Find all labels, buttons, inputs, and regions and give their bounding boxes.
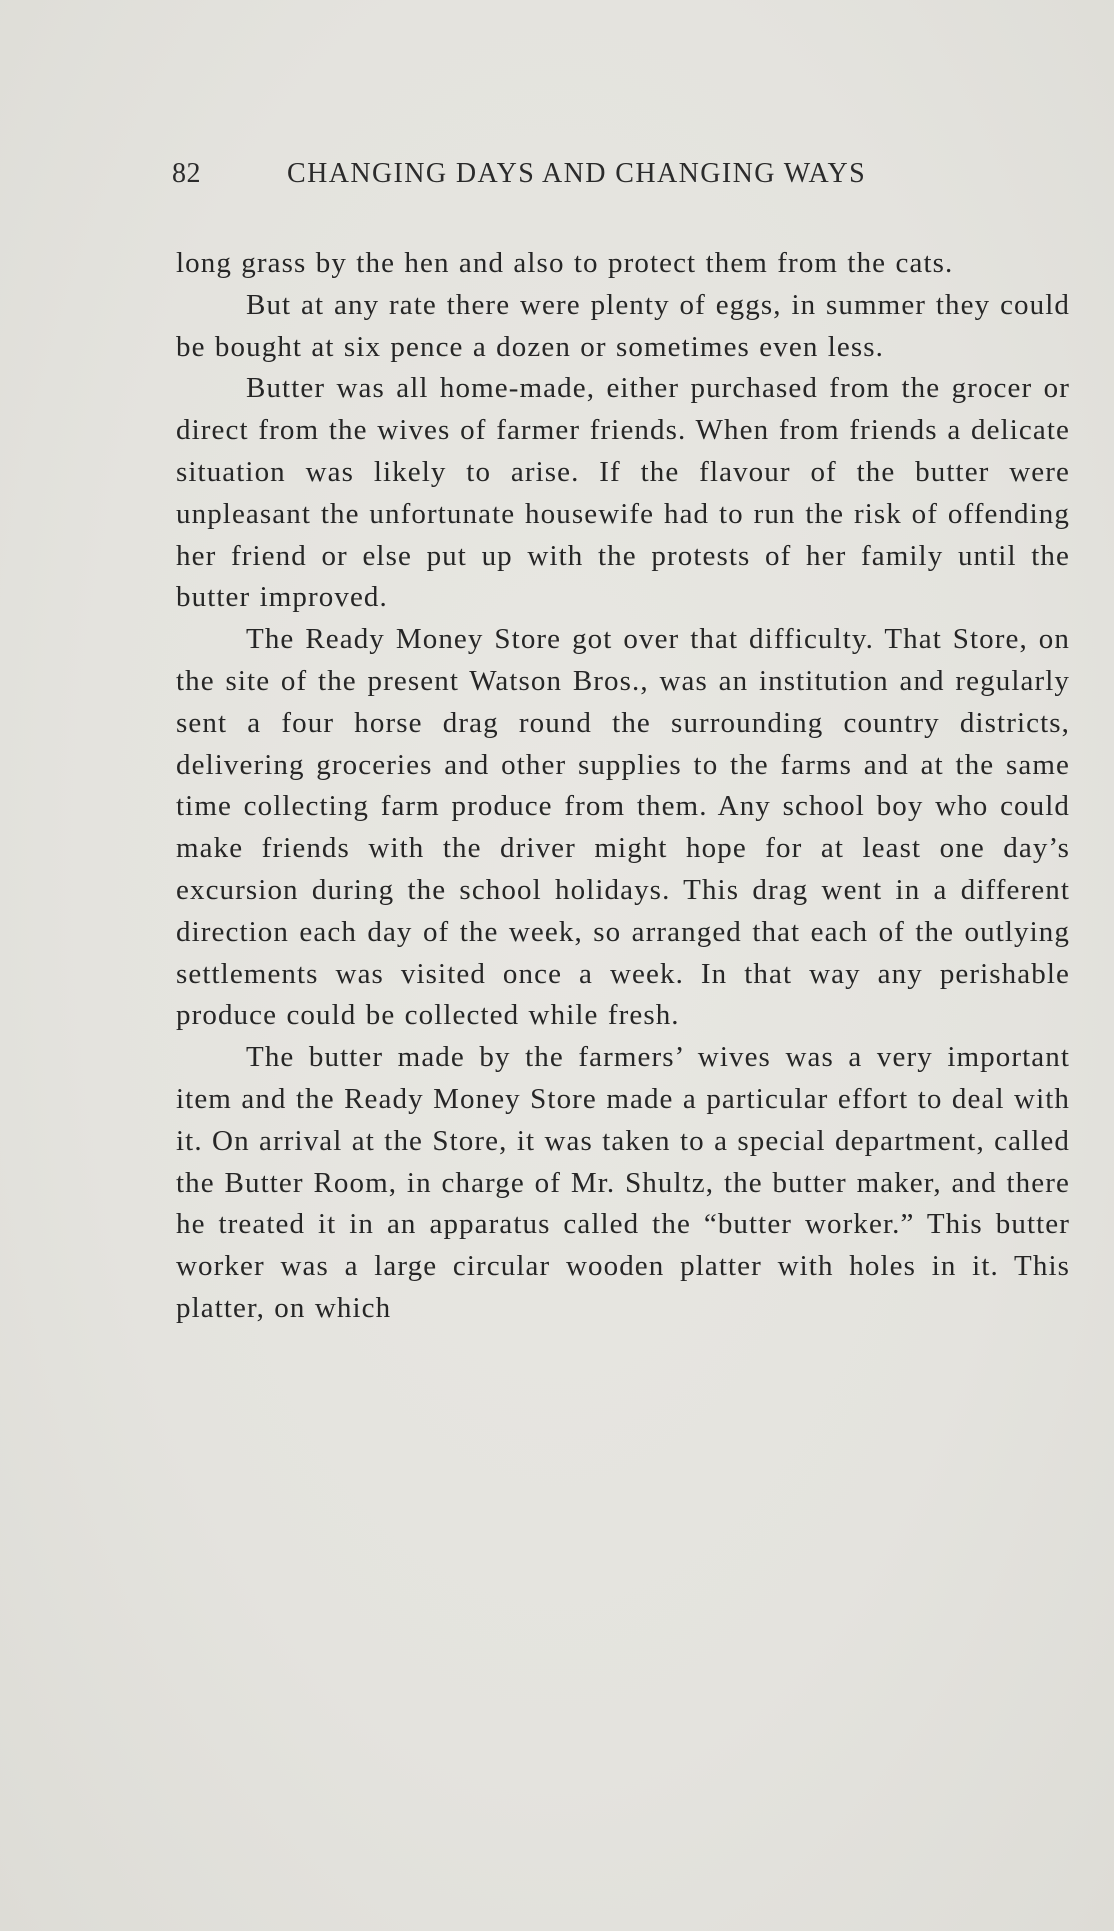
paragraph: long grass by the hen and also to protect them from the cats. bbox=[176, 247, 954, 279]
page-number: 82 bbox=[172, 158, 201, 189]
paragraph: Butter was all home-made, either purchased from the grocer or direct from the wives of farmer friends. When from friends a delicate situation was likely to arise. If the flavour of the butter were unpleasant the unfortunate housewife had to run the risk of offending her friend or else put up with the protests of her family until the butter improved. bbox=[176, 372, 1070, 614]
paragraph: The butter made by the farmers’ wives was a very important item and the Ready Money Store made a particular effort to deal with it. On arrival at the Store, it was taken to a special department, called the Butter Room, in charge of Mr. Shultz, the butter maker, and there he treated it in an apparatus called the “butter worker.” This butter worker was a large circular wooden platter with holes in it. This platter, on which bbox=[176, 1041, 1070, 1324]
page-header bbox=[172, 158, 956, 198]
paragraph: But at any rate there were plenty of eggs, in summer they could be bought at six pence a dozen or sometimes even less. bbox=[176, 288, 1070, 363]
running-head: CHANGING DAYS AND CHANGING WAYS bbox=[287, 158, 867, 189]
body-text bbox=[176, 243, 1070, 1330]
paragraph: The Ready Money Store got over that difficulty. That Store, on the site of the present Watson Bros., was an institution and regularly sent a four horse drag round the surrounding country districts, delivering groceries and other supplies to the farms and at the same time collecting farm produce from them. Any school boy who could make friends with the driver might hope for at least one day’s excursion during the school holidays. This drag went in a different direction each day of the week, so arranged that each of the outlying settlements was visited once a week. In that way any perishable produce could be collected while fresh. bbox=[176, 623, 1070, 1032]
